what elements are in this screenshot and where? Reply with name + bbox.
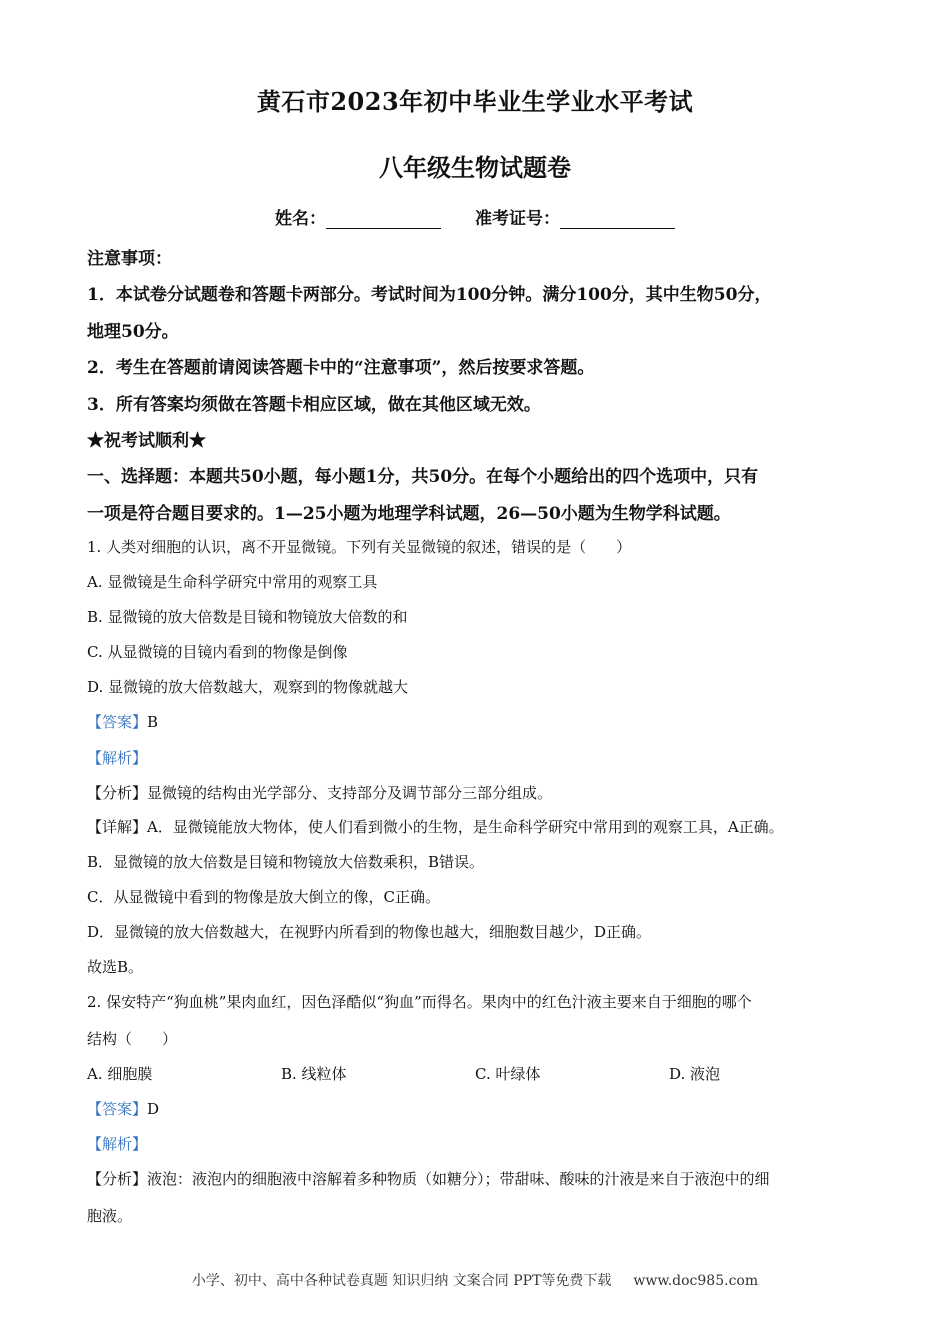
question-1-detail-b: B．显微镜的放大倍数是目镜和物镜放大倍数乘积，B错误。 — [87, 853, 485, 871]
question-1-detail-c: C．从显微镜中看到的物像是放大倒立的像，C正确。 — [87, 888, 440, 906]
answer-tag: 【答案】 — [87, 1100, 148, 1118]
question-2-option-d: D. 液泡 — [669, 1065, 721, 1083]
fenxi-text: 显微镜的结构由光学部分、支持部分及调节部分三部分组成。 — [147, 784, 553, 802]
question-1-option-d: D. 显微镜的放大倍数越大，观察到的物像就越大 — [87, 678, 409, 696]
question-1-detail-d: D．显微镜的放大倍数越大，在视野内所看到的物像也越大，细胞数目越少，D正确。 — [87, 923, 652, 941]
notice-item-1-cont: 地理50分。 — [87, 322, 179, 342]
answer-value: B — [147, 713, 159, 731]
question-1-stem: 1. 人类对细胞的认识，离不开显微镜。下列有关显微镜的叙述，错误的是（ ） — [87, 538, 632, 556]
answer-value: D — [147, 1100, 160, 1118]
fenxi-text: 液泡：液泡内的细胞液中溶解着多种物质（如糖分）；带甜味、酸味的汁液是来自于液泡中的细 — [147, 1170, 770, 1188]
section-instruction-cont: 一项是符合题目要求的。1—25小题为地理学科试题，26—50小题为生物学科试题。 — [87, 504, 731, 524]
question-1-fenxi — [87, 782, 552, 803]
id-blank — [560, 210, 675, 229]
detail-a-text: A．显微镜能放大物体，使人们看到微小的生物，是生命科学研究中常用到的观察工具，A正确。 — [147, 818, 784, 836]
question-2-stem: 2. 保安特产“狗血桃”果肉血红，因色泽酷似“狗血”而得名。果肉中的红色汁液主要来自于细胞的哪个 — [87, 993, 752, 1011]
notice-item-2: 2．考生在答题前请阅读答题卡中的“注意事项”，然后按要求答题。 — [87, 358, 595, 378]
question-2-stem-cont: 结构（ ） — [87, 1030, 178, 1048]
exam-title: 黄石市2023年初中毕业生学业水平考试 — [256, 87, 694, 116]
question-1-answer — [87, 711, 158, 732]
question-2-fenxi — [87, 1168, 770, 1189]
candidate-info — [0, 204, 950, 229]
footer-url[interactable]: www.doc985.com — [633, 1273, 759, 1289]
section-instruction: 一、选择题：本题共50小题，每小题1分，共50分。在每个小题给出的四个选项中，只有 — [87, 467, 759, 487]
footer-text: 小学、初中、高中各种试卷真题 知识归纳 文案合同 PPT等免费下载 — [191, 1273, 612, 1289]
notice-item-1: 1．本试卷分试题卷和答题卡两部分。考试时间为100分钟。满分100分，其中生物50分， — [87, 285, 772, 305]
notice-item-3: 3．所有答案均须做在答题卡相应区域，做在其他区域无效。 — [87, 395, 541, 415]
page-footer — [0, 1270, 950, 1290]
question-1-option-c: C. 从显微镜的目镜内看到的物像是倒像 — [87, 643, 348, 661]
question-2-fenxi-cont: 胞液。 — [87, 1207, 133, 1225]
answer-tag: 【答案】 — [87, 713, 148, 731]
question-2-option-c: C. 叶绿体 — [475, 1065, 541, 1083]
notice-heading: 注意事项： — [87, 249, 172, 269]
fenxi-tag: 【分析】 — [87, 1170, 148, 1188]
name-blank — [326, 210, 441, 229]
question-1-conclusion: 故选B。 — [87, 958, 144, 976]
question-1-option-a: A. 显微镜是生命科学研究中常用的观察工具 — [87, 573, 378, 591]
id-label: 准考证号： — [475, 209, 560, 229]
question-2-option-b: B. 线粒体 — [281, 1065, 347, 1083]
question-1-analysis-tag: 【解析】 — [87, 749, 148, 767]
question-2-option-a: A. 细胞膜 — [87, 1065, 153, 1083]
name-label: 姓名： — [275, 209, 326, 229]
fenxi-tag: 【分析】 — [87, 784, 148, 802]
question-1-detail-a — [87, 816, 784, 837]
question-2-answer — [87, 1098, 159, 1119]
question-2-analysis-tag: 【解析】 — [87, 1135, 148, 1153]
question-1-option-b: B. 显微镜的放大倍数是目镜和物镜放大倍数的和 — [87, 608, 408, 626]
exam-subtitle: 八年级生物试题卷 — [379, 153, 571, 182]
detail-tag: 【详解】 — [87, 818, 148, 836]
wish-line: ★祝考试顺利★ — [87, 431, 206, 451]
